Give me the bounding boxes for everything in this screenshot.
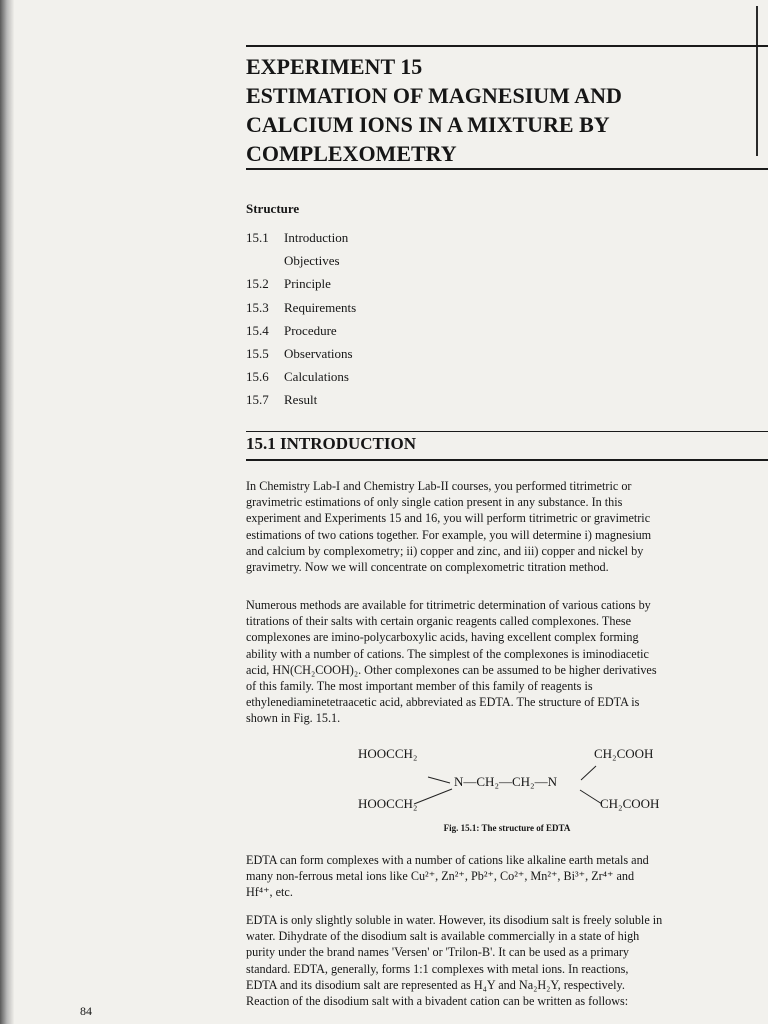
paragraph-complexes [246,852,768,901]
item-label: Calculations [284,369,349,385]
text-line: many non-ferrous metal ions like Cu²⁺, Zn²⁺, Pb²⁺, Co²⁺, Mn²⁺, Bi³⁺, Zr⁴⁺ and [246,869,635,884]
text-line: Numerous methods are available for titrimetric determination of various cations by [246,598,651,612]
item-number: 15.1 [246,230,269,245]
bond-line [581,766,596,780]
item-number: 15.3 [246,299,269,315]
bond-line [428,777,450,783]
page-title [246,52,766,168]
text-line: ethylenediaminetetraacetic acid, abbreviated as EDTA. The structure of EDTA is [246,695,640,710]
text-line: EDTA and its disodium salt are represented as H₄Y and Na₂H₂Y, respectively. [246,977,625,992]
paragraph-solubility [246,912,768,1009]
bond-line [414,789,452,804]
text-line: standard. EDTA, generally, forms 1:1 complexes with metal ions. In reactions, [246,961,629,976]
text-line: and calcium by complexometry; ii) copper and zinc, and iii) copper and nickel by [246,543,644,558]
title-line: ESTIMATION OF MAGNESIUM AND [246,83,622,108]
item-label: Result [284,392,318,408]
section-bottom-rule [246,459,768,461]
list-item [246,369,356,392]
text-line: Hf⁴⁺, etc. [246,885,293,900]
list-item [246,346,356,369]
paragraph-intro [246,478,768,575]
item-number [246,253,284,276]
top-rule [246,45,768,47]
text-line: gravimetry. Now we will concentrate on complexometric titration method. [246,560,609,575]
text-line: of this family. The most important member of this family of reagents is [246,679,593,694]
figure-bottom-left: HOOCCH₂ [358,796,418,811]
list-item [246,230,356,253]
text-line: EDTA can form complexes with a number of cations like alkaline earth metals and [246,853,649,867]
text-line: water. Dihydrate of the disodium salt is available commercially in a state of high [246,929,640,944]
scan-left-edge [0,0,14,1024]
title-line: COMPLEXOMETRY [246,141,457,166]
section-top-rule [246,431,768,432]
item-label: Observations [284,345,353,361]
structure-heading: Structure [246,201,300,216]
item-label: Requirements [284,299,357,315]
title-bottom-rule [246,168,768,170]
section-heading: 15.1 INTRODUCTION [246,434,417,453]
title-line: EXPERIMENT 15 [246,54,423,79]
text-line: complexones are imino-polycarboxylic acids, having excellent complex forming [246,630,639,645]
page-number: 84 [80,1004,92,1018]
item-number: 15.5 [246,345,269,361]
text-line: EDTA is only slightly soluble in water. However, its disodium salt is freely soluble in [246,913,663,927]
text-line: acid, HN(CH₂COOH)₂. Other complexones can be assumed to be higher derivatives [246,662,657,677]
text-line: estimations of two cations together. For example, you will determine i) magnesium [246,527,652,542]
list-item [246,253,356,276]
item-number: 15.4 [246,322,269,338]
structure-list [246,230,356,416]
figure-bottom-right: CH₂COOH [600,796,660,811]
text-line: titrations of their salts with certain organic reagents called complexones. These [246,614,632,629]
bond-line [580,790,602,804]
figure-top-right: CH₂COOH [594,746,654,761]
text-line: Reaction of the disodium salt with a bivadent cation can be written as follows: [246,994,629,1009]
text-line: ability with a number of cations. The simplest of the complexones is iminodiacetic [246,646,649,661]
item-label: Procedure [284,322,337,338]
item-label: Principle [284,276,331,292]
text-line: shown in Fig. 15.1. [246,711,341,726]
figure-bonds [246,744,768,824]
title-line: CALCIUM IONS IN A MIXTURE BY [246,112,610,137]
text-line: experiment and Experiments 15 and 16, you will perform titrimetric or gravimetric [246,511,651,526]
figure-center: N—CH₂—CH₂—N [454,774,557,789]
item-number: 15.6 [246,369,269,385]
text-line: In Chemistry Lab-I and Chemistry Lab-II courses, you performed titrimetric or [246,479,632,493]
item-number: 15.2 [246,276,269,292]
figure-caption: Fig. 15.1: The structure of EDTA [443,823,571,833]
item-label: Objectives [284,253,340,269]
item-label: Introduction [284,230,349,245]
paragraph-complexones [246,597,768,727]
item-number: 15.7 [246,392,269,408]
list-item [246,323,356,346]
list-item [246,300,356,323]
text-line: gravimetric estimations of only single cation present in any substance. In this [246,495,623,510]
figure-top-left: HOOCCH₂ [358,746,418,761]
list-item [246,392,356,415]
text-line: purity under the brand names 'Versen' or 'Trilon-B'. It can be used as a primary [246,945,629,960]
list-item [246,276,356,299]
